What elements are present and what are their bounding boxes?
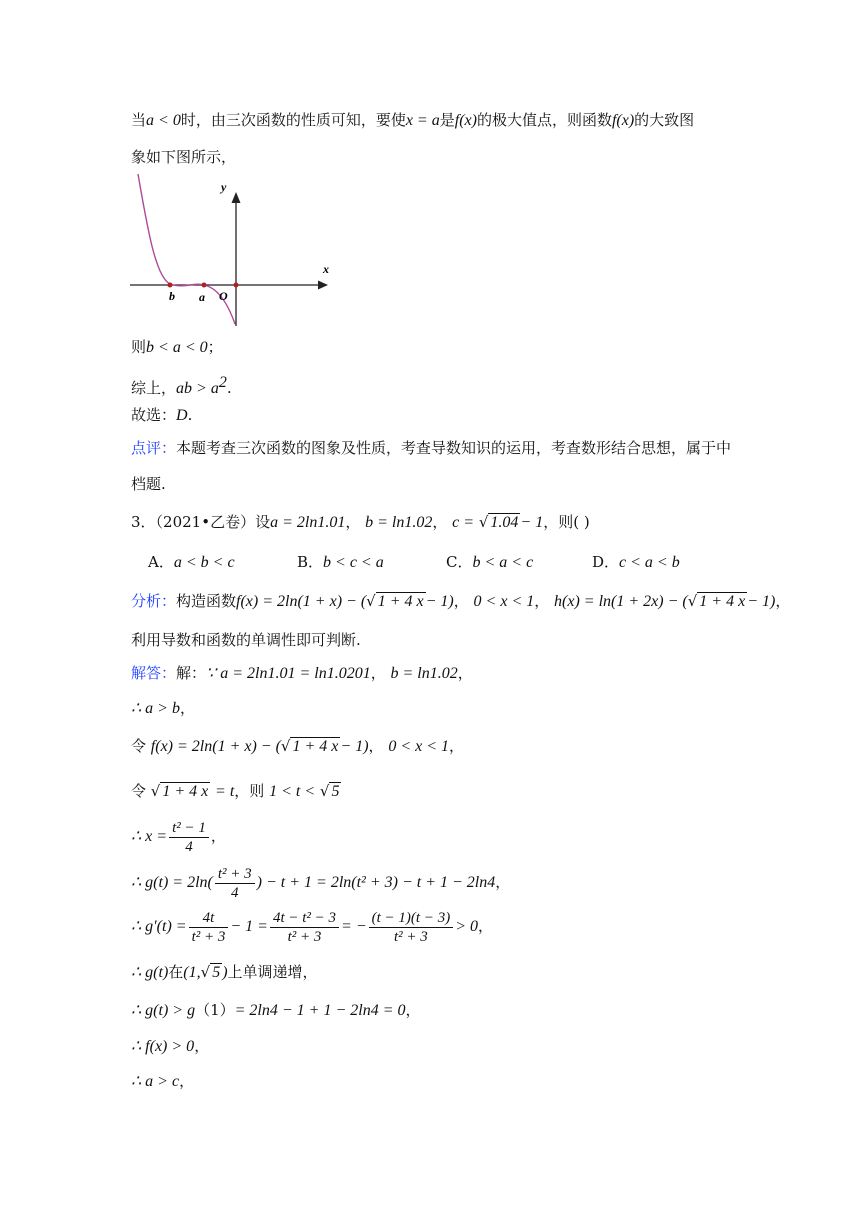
solution-line-7: ∴ g′(t) = $\frac{4t}{\text{t² + 3}}$ − 1 = $\frac{\text{4t − t² − 3}}{\text{t² + 3}}$ = − $\frac{(t - 1)(t - 3)}{\text{t² + 3}}$ > 0， — [131, 909, 494, 945]
origin-label: O — [219, 289, 228, 303]
a-label: a — [199, 290, 205, 304]
comment-line: 点评：本题考查三次函数的图象及性质，考查导数知识的运用，考查数形结合思想，属于中 — [131, 439, 732, 457]
comment-label: 点评： — [131, 439, 177, 457]
x-label: x — [323, 262, 329, 276]
math: a < 0 — [146, 112, 181, 129]
text: 时，由三次函数的性质可知，要使 — [180, 111, 406, 129]
cubic-function-graph — [128, 172, 334, 330]
text-line-1 — [131, 109, 694, 132]
text: 的极大值点，则函数 — [476, 111, 612, 129]
b-label: b — [169, 289, 175, 303]
text: 当 — [131, 111, 147, 129]
option-a: A．a < b < c — [148, 553, 235, 571]
point-a — [202, 283, 207, 288]
math: x = a — [405, 112, 440, 129]
solution-label: 解答： — [131, 664, 177, 682]
solution-line-10: ∴ f(x) > 0， — [131, 1037, 210, 1055]
y-axis-arrow-icon — [232, 192, 241, 203]
solution-line-9: ∴ g(t) > g（1）= 2ln4 − 1 + 1 − 2ln4 = 0， — [131, 1001, 421, 1019]
solution-line-5: ∴ x = $\frac{\text{t² − 1}}{4}$ ， — [131, 819, 226, 855]
analysis-line-1: 分析：构造函数f(x) = 2ln(1 + x) − (√ 1 + 4 x − 1)， 0 < x < 1， h(x) = ln(1 + 2x) − (√ 1 + 4 x − 1)， — [131, 592, 791, 610]
x-axis-arrow-icon — [318, 281, 328, 290]
math: f(x) — [611, 112, 635, 129]
option-c: C．b < a < c — [446, 553, 534, 571]
origin-point — [234, 283, 239, 288]
text-line-7: 档题. — [131, 475, 166, 493]
solution-line-3: 令 f(x) = 2ln(1 + x) − (√ 1 + 4 x − 1)， 0 < x < 1， — [131, 737, 465, 755]
option-d: D．c < a < b — [592, 553, 680, 571]
solution-line-4: 令 √ 1 + 4 x = t，则 1 < t < √ 5 — [131, 782, 340, 800]
point-b — [168, 283, 173, 288]
solution-line-11: ∴ a > c， — [131, 1072, 195, 1090]
text: 是 — [439, 111, 455, 129]
text-line-5: 故选：D. — [131, 406, 193, 424]
analysis-label: 分析： — [131, 592, 177, 610]
option-b: B．b < c < a — [297, 553, 384, 571]
text: 的大致图 — [634, 111, 695, 129]
solution-line-2: ∴ a > b， — [131, 699, 195, 717]
y-label: y — [221, 180, 227, 194]
analysis-line-2: 利用导数和函数的单调性即可判断. — [131, 631, 361, 649]
text-line-2: 象如下图所示， — [131, 148, 237, 166]
solution-line-8: ∴ g(t)在(1,√ 5 )上单调递增， — [131, 963, 318, 981]
solution-line-1: 解答：解：∵ a = 2ln1.01 = ln1.0201， b = ln1.02， — [131, 664, 473, 682]
text-line-3: 则b < a < 0； — [131, 338, 223, 356]
text-line-4: 综上，ab > $a^2$. — [131, 374, 232, 397]
solution-line-6: ∴ g(t) = 2ln( $\frac{\text{t² + 3}}{4}$ ) − t + 1 = 2ln(t² + 3) − t + 1 − 2ln4， — [131, 865, 511, 901]
math: f(x) — [454, 112, 477, 129]
question-3: 3．（2021•乙卷）设a = 2ln1.01， b = ln1.02， c = √ 1.04 − 1，则( ) — [131, 513, 590, 531]
